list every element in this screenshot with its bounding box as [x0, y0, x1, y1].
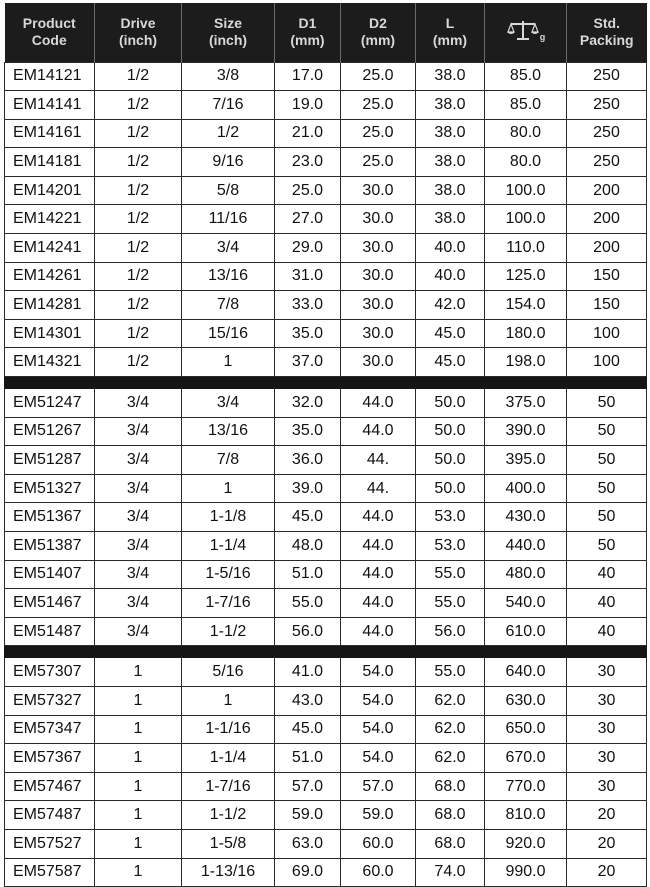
cell-size: 5/8 — [182, 176, 275, 205]
cell-drive: 1/2 — [95, 62, 182, 91]
cell-length: 38.0 — [416, 176, 485, 205]
cell-product-code: EM14321 — [5, 348, 95, 377]
cell-length: 38.0 — [416, 91, 485, 120]
cell-std-packing: 30 — [567, 686, 647, 715]
cell-weight: 650.0 — [485, 715, 567, 744]
cell-d2: 54.0 — [341, 744, 416, 773]
cell-length: 68.0 — [416, 829, 485, 858]
cell-std-packing: 20 — [567, 829, 647, 858]
cell-d2: 54.0 — [341, 658, 416, 687]
table-row — [5, 348, 647, 377]
cell-weight: 390.0 — [485, 417, 567, 446]
weight-scale-icon — [506, 18, 540, 46]
cell-length: 55.0 — [416, 560, 485, 589]
cell-product-code: EM51407 — [5, 560, 95, 589]
cell-length: 55.0 — [416, 658, 485, 687]
cell-weight: 610.0 — [485, 617, 567, 646]
cell-drive: 3/4 — [95, 617, 182, 646]
cell-d2: 44.0 — [341, 389, 416, 418]
table-row — [5, 560, 647, 589]
cell-weight: 100.0 — [485, 205, 567, 234]
header-weight — [485, 3, 567, 62]
cell-d1: 25.0 — [275, 176, 341, 205]
cell-d1: 45.0 — [275, 503, 341, 532]
table-row — [5, 417, 647, 446]
table-row — [5, 829, 647, 858]
cell-weight: 670.0 — [485, 744, 567, 773]
cell-weight: 430.0 — [485, 503, 567, 532]
cell-product-code: EM14301 — [5, 319, 95, 348]
cell-length: 42.0 — [416, 291, 485, 320]
cell-weight: 395.0 — [485, 446, 567, 475]
cell-d2: 44.0 — [341, 560, 416, 589]
cell-d1: 23.0 — [275, 148, 341, 177]
header-unit: (mm) — [290, 32, 325, 49]
header-label: Drive — [120, 15, 156, 32]
cell-length: 68.0 — [416, 772, 485, 801]
cell-std-packing: 250 — [567, 119, 647, 148]
cell-weight: 85.0 — [485, 62, 567, 91]
cell-d1: 36.0 — [275, 446, 341, 475]
cell-weight: 85.0 — [485, 91, 567, 120]
cell-drive: 1 — [95, 686, 182, 715]
cell-length: 38.0 — [416, 119, 485, 148]
cell-d1: 63.0 — [275, 829, 341, 858]
cell-d1: 48.0 — [275, 532, 341, 561]
cell-product-code: EM14161 — [5, 119, 95, 148]
cell-size: 7/16 — [182, 91, 275, 120]
cell-d2: 25.0 — [341, 62, 416, 91]
cell-size: 9/16 — [182, 148, 275, 177]
cell-size: 1-7/16 — [182, 589, 275, 618]
cell-drive: 1/2 — [95, 91, 182, 120]
cell-d1: 29.0 — [275, 234, 341, 263]
cell-length: 45.0 — [416, 348, 485, 377]
header-label: Packing — [579, 32, 634, 49]
cell-d1: 45.0 — [275, 715, 341, 744]
cell-std-packing: 100 — [567, 348, 647, 377]
cell-d2: 44.0 — [341, 589, 416, 618]
cell-drive: 3/4 — [95, 446, 182, 475]
cell-d1: 33.0 — [275, 291, 341, 320]
header-label: Code — [31, 32, 67, 49]
cell-weight: 198.0 — [485, 348, 567, 377]
cell-weight: 80.0 — [485, 119, 567, 148]
cell-d1: 27.0 — [275, 205, 341, 234]
header-d2 — [341, 3, 416, 62]
cell-weight: 640.0 — [485, 658, 567, 687]
cell-product-code: EM14281 — [5, 291, 95, 320]
cell-std-packing: 250 — [567, 148, 647, 177]
cell-d2: 59.0 — [341, 801, 416, 830]
cell-drive: 1/2 — [95, 148, 182, 177]
header-label: D2 — [369, 15, 387, 32]
cell-length: 53.0 — [416, 503, 485, 532]
table-row — [5, 503, 647, 532]
cell-length: 74.0 — [416, 858, 485, 887]
cell-std-packing: 50 — [567, 503, 647, 532]
table-row — [5, 234, 647, 263]
cell-product-code: EM57487 — [5, 801, 95, 830]
cell-std-packing: 20 — [567, 858, 647, 887]
cell-size: 13/16 — [182, 262, 275, 291]
cell-product-code: EM14141 — [5, 91, 95, 120]
cell-drive: 1 — [95, 772, 182, 801]
cell-length: 62.0 — [416, 715, 485, 744]
table-row — [5, 446, 647, 475]
table-row — [5, 148, 647, 177]
cell-product-code: EM51327 — [5, 474, 95, 503]
cell-weight: 100.0 — [485, 176, 567, 205]
cell-weight: 110.0 — [485, 234, 567, 263]
table-row — [5, 617, 647, 646]
cell-d2: 44. — [341, 446, 416, 475]
cell-length: 38.0 — [416, 148, 485, 177]
cell-weight: 920.0 — [485, 829, 567, 858]
table-row — [5, 658, 647, 687]
cell-weight: 154.0 — [485, 291, 567, 320]
cell-size: 1-1/2 — [182, 801, 275, 830]
cell-size: 1-13/16 — [182, 858, 275, 887]
header-product-code — [5, 3, 95, 62]
cell-product-code: EM57347 — [5, 715, 95, 744]
cell-drive: 1 — [95, 658, 182, 687]
cell-length: 62.0 — [416, 744, 485, 773]
cell-d1: 17.0 — [275, 62, 341, 91]
cell-product-code: EM51367 — [5, 503, 95, 532]
cell-std-packing: 20 — [567, 801, 647, 830]
cell-drive: 3/4 — [95, 589, 182, 618]
group-separator — [5, 646, 647, 658]
cell-d1: 69.0 — [275, 858, 341, 887]
cell-drive: 1/2 — [95, 348, 182, 377]
cell-std-packing: 50 — [567, 446, 647, 475]
cell-product-code: EM14121 — [5, 62, 95, 91]
cell-std-packing: 100 — [567, 319, 647, 348]
cell-drive: 1/2 — [95, 262, 182, 291]
cell-size: 1-5/16 — [182, 560, 275, 589]
cell-product-code: EM14181 — [5, 148, 95, 177]
cell-drive: 1 — [95, 829, 182, 858]
cell-size: 3/4 — [182, 389, 275, 418]
cell-size: 5/16 — [182, 658, 275, 687]
table-row — [5, 744, 647, 773]
cell-product-code: EM51387 — [5, 532, 95, 561]
table-row — [5, 389, 647, 418]
cell-product-code: EM51467 — [5, 589, 95, 618]
cell-d1: 55.0 — [275, 589, 341, 618]
header-length — [416, 3, 485, 62]
cell-drive: 1 — [95, 801, 182, 830]
cell-std-packing: 30 — [567, 744, 647, 773]
separator-bar — [5, 377, 647, 389]
cell-d2: 25.0 — [341, 148, 416, 177]
cell-drive: 3/4 — [95, 532, 182, 561]
cell-length: 53.0 — [416, 532, 485, 561]
cell-weight: 630.0 — [485, 686, 567, 715]
cell-size: 1-1/4 — [182, 532, 275, 561]
cell-std-packing: 150 — [567, 262, 647, 291]
cell-d2: 60.0 — [341, 858, 416, 887]
cell-std-packing: 50 — [567, 417, 647, 446]
cell-size: 1 — [182, 474, 275, 503]
cell-length: 50.0 — [416, 474, 485, 503]
cell-length: 38.0 — [416, 205, 485, 234]
cell-d2: 30.0 — [341, 291, 416, 320]
table-row — [5, 62, 647, 91]
cell-product-code: EM57307 — [5, 658, 95, 687]
cell-product-code: EM57587 — [5, 858, 95, 887]
cell-product-code: EM51487 — [5, 617, 95, 646]
table-row — [5, 858, 647, 887]
cell-drive: 1/2 — [95, 205, 182, 234]
table-body — [5, 62, 647, 887]
cell-size: 7/8 — [182, 446, 275, 475]
cell-std-packing: 30 — [567, 715, 647, 744]
cell-size: 1-7/16 — [182, 772, 275, 801]
cell-drive: 1/2 — [95, 234, 182, 263]
cell-drive: 1/2 — [95, 176, 182, 205]
cell-d1: 51.0 — [275, 560, 341, 589]
header-unit: (inch) — [118, 32, 158, 49]
header-drive — [95, 3, 182, 62]
cell-weight: 770.0 — [485, 772, 567, 801]
cell-weight: 480.0 — [485, 560, 567, 589]
cell-d2: 30.0 — [341, 348, 416, 377]
cell-drive: 1/2 — [95, 119, 182, 148]
cell-drive: 3/4 — [95, 389, 182, 418]
header-label: Std. — [593, 15, 620, 32]
cell-d1: 39.0 — [275, 474, 341, 503]
header-size — [182, 3, 275, 62]
table-row — [5, 205, 647, 234]
table-row — [5, 686, 647, 715]
cell-d2: 54.0 — [341, 686, 416, 715]
cell-product-code: EM14201 — [5, 176, 95, 205]
cell-size: 1/2 — [182, 119, 275, 148]
cell-d1: 19.0 — [275, 91, 341, 120]
cell-std-packing: 40 — [567, 617, 647, 646]
cell-weight: 125.0 — [485, 262, 567, 291]
cell-product-code: EM14261 — [5, 262, 95, 291]
header-label: L — [445, 15, 455, 32]
cell-size: 15/16 — [182, 319, 275, 348]
table-row — [5, 91, 647, 120]
cell-drive: 3/4 — [95, 560, 182, 589]
cell-std-packing: 40 — [567, 589, 647, 618]
cell-size: 1-1/4 — [182, 744, 275, 773]
product-spec-table — [4, 3, 647, 887]
cell-weight: 400.0 — [485, 474, 567, 503]
cell-size: 3/4 — [182, 234, 275, 263]
cell-d1: 35.0 — [275, 319, 341, 348]
header-label: Product — [22, 15, 76, 32]
cell-d1: 32.0 — [275, 389, 341, 418]
cell-std-packing: 200 — [567, 205, 647, 234]
cell-size: 13/16 — [182, 417, 275, 446]
header-std-packing — [567, 3, 647, 62]
header-unit: (mm) — [360, 32, 396, 49]
table-header — [5, 3, 647, 62]
cell-length: 40.0 — [416, 234, 485, 263]
cell-product-code: EM57367 — [5, 744, 95, 773]
table-row — [5, 589, 647, 618]
cell-weight: 375.0 — [485, 389, 567, 418]
table-row — [5, 772, 647, 801]
table-row — [5, 474, 647, 503]
cell-product-code: EM51267 — [5, 417, 95, 446]
cell-std-packing: 30 — [567, 772, 647, 801]
cell-d2: 30.0 — [341, 176, 416, 205]
cell-drive: 3/4 — [95, 474, 182, 503]
cell-size: 1 — [182, 348, 275, 377]
table-row — [5, 262, 647, 291]
cell-length: 45.0 — [416, 319, 485, 348]
cell-std-packing: 40 — [567, 560, 647, 589]
table-row — [5, 291, 647, 320]
cell-drive: 1/2 — [95, 319, 182, 348]
cell-std-packing: 50 — [567, 474, 647, 503]
header-unit: (mm) — [432, 32, 468, 49]
cell-length: 56.0 — [416, 617, 485, 646]
cell-weight: 990.0 — [485, 858, 567, 887]
cell-std-packing: 250 — [567, 62, 647, 91]
cell-length: 50.0 — [416, 446, 485, 475]
cell-length: 55.0 — [416, 589, 485, 618]
cell-std-packing: 50 — [567, 532, 647, 561]
cell-std-packing: 50 — [567, 389, 647, 418]
cell-drive: 3/4 — [95, 417, 182, 446]
cell-product-code: EM57327 — [5, 686, 95, 715]
cell-std-packing: 250 — [567, 91, 647, 120]
cell-size: 1-5/8 — [182, 829, 275, 858]
cell-d1: 51.0 — [275, 744, 341, 773]
cell-drive: 1 — [95, 715, 182, 744]
cell-d1: 37.0 — [275, 348, 341, 377]
cell-size: 11/16 — [182, 205, 275, 234]
table-row — [5, 319, 647, 348]
cell-drive: 1 — [95, 858, 182, 887]
cell-d2: 60.0 — [341, 829, 416, 858]
table-row — [5, 801, 647, 830]
cell-weight: 440.0 — [485, 532, 567, 561]
table-row — [5, 532, 647, 561]
cell-size: 7/8 — [182, 291, 275, 320]
cell-d2: 54.0 — [341, 715, 416, 744]
cell-d1: 35.0 — [275, 417, 341, 446]
cell-d1: 56.0 — [275, 617, 341, 646]
cell-size: 1 — [182, 686, 275, 715]
table-row — [5, 715, 647, 744]
cell-size: 1-1/8 — [182, 503, 275, 532]
cell-d2: 30.0 — [341, 262, 416, 291]
cell-product-code: EM14241 — [5, 234, 95, 263]
cell-product-code: EM51287 — [5, 446, 95, 475]
cell-weight: 810.0 — [485, 801, 567, 830]
cell-length: 50.0 — [416, 417, 485, 446]
table-row — [5, 176, 647, 205]
cell-product-code: EM57467 — [5, 772, 95, 801]
cell-std-packing: 200 — [567, 234, 647, 263]
cell-std-packing: 150 — [567, 291, 647, 320]
cell-drive: 1 — [95, 744, 182, 773]
cell-weight: 540.0 — [485, 589, 567, 618]
cell-size: 1-1/2 — [182, 617, 275, 646]
cell-d1: 41.0 — [275, 658, 341, 687]
header-label: Size — [213, 15, 242, 32]
cell-d2: 25.0 — [341, 119, 416, 148]
cell-d2: 30.0 — [341, 319, 416, 348]
cell-d2: 30.0 — [341, 234, 416, 263]
cell-d2: 30.0 — [341, 205, 416, 234]
cell-std-packing: 200 — [567, 176, 647, 205]
cell-d1: 21.0 — [275, 119, 341, 148]
cell-d2: 44.0 — [341, 617, 416, 646]
cell-d1: 59.0 — [275, 801, 341, 830]
header-d1 — [275, 3, 341, 62]
header-label: D1 — [298, 15, 317, 32]
separator-bar — [5, 646, 647, 658]
cell-weight: 80.0 — [485, 148, 567, 177]
header-unit: (inch) — [208, 32, 248, 49]
cell-d2: 57.0 — [341, 772, 416, 801]
cell-drive: 1/2 — [95, 291, 182, 320]
cell-product-code: EM14221 — [5, 205, 95, 234]
cell-product-code: EM57527 — [5, 829, 95, 858]
cell-d2: 44.0 — [341, 532, 416, 561]
cell-length: 50.0 — [416, 389, 485, 418]
cell-length: 40.0 — [416, 262, 485, 291]
cell-weight: 180.0 — [485, 319, 567, 348]
cell-d2: 44.0 — [341, 503, 416, 532]
cell-d2: 44.0 — [341, 417, 416, 446]
cell-product-code: EM51247 — [5, 389, 95, 418]
cell-std-packing: 30 — [567, 658, 647, 687]
cell-length: 62.0 — [416, 686, 485, 715]
cell-d1: 57.0 — [275, 772, 341, 801]
cell-d2: 25.0 — [341, 91, 416, 120]
cell-d2: 44. — [341, 474, 416, 503]
header-unit: g — [539, 32, 546, 43]
table-row — [5, 119, 647, 148]
cell-size: 1-1/16 — [182, 715, 275, 744]
group-separator — [5, 377, 647, 389]
cell-drive: 3/4 — [95, 503, 182, 532]
cell-length: 38.0 — [416, 62, 485, 91]
cell-d1: 31.0 — [275, 262, 341, 291]
cell-size: 3/8 — [182, 62, 275, 91]
cell-d1: 43.0 — [275, 686, 341, 715]
cell-length: 68.0 — [416, 801, 485, 830]
